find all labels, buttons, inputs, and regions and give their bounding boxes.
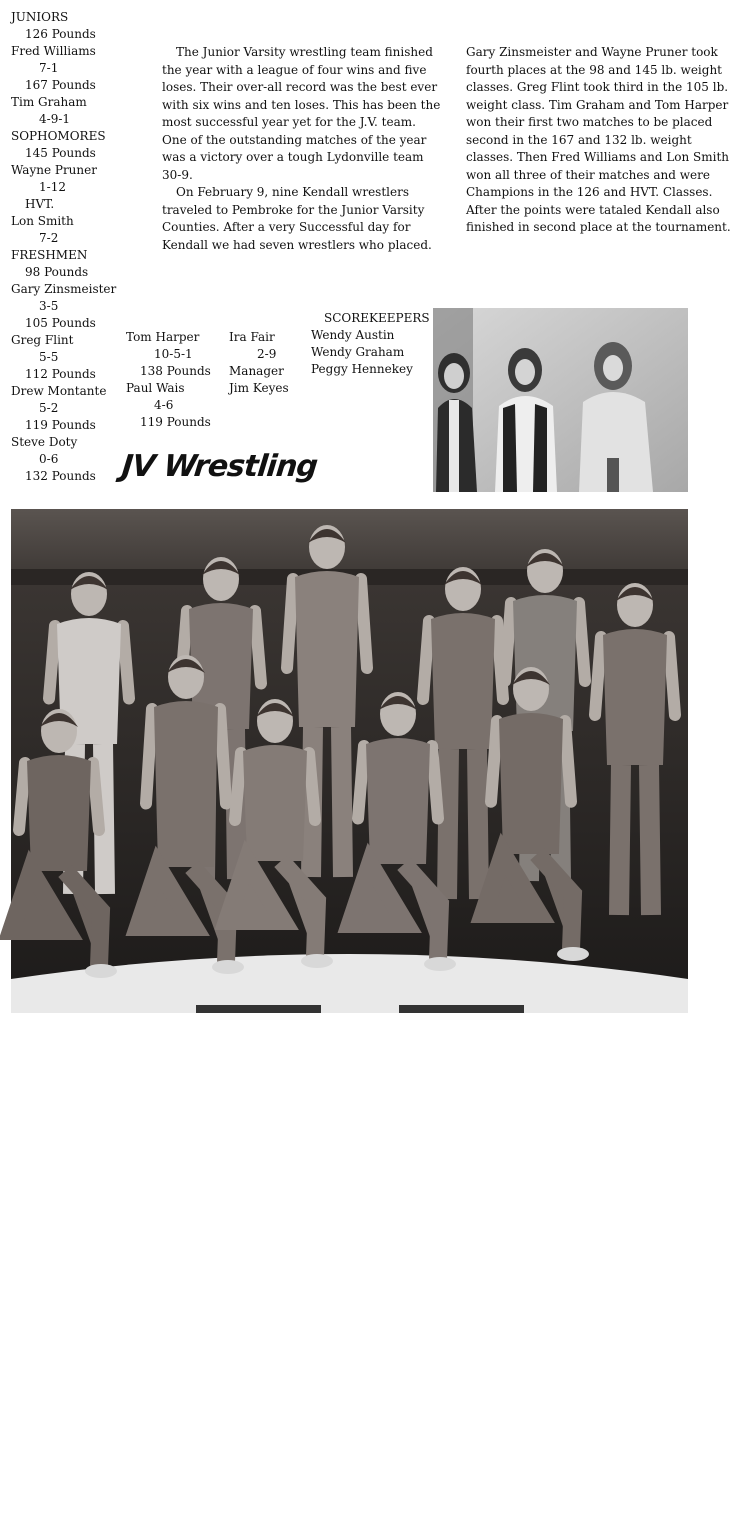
roster-line: JUNIORS — [11, 10, 69, 24]
roster-line: Greg Flint — [11, 333, 74, 347]
scorekeeper-name: Wendy Graham — [311, 345, 405, 359]
roster-line: HVT. — [25, 197, 55, 211]
roster-right — [229, 329, 309, 397]
roster-line: 112 Pounds — [25, 367, 96, 381]
scorekeepers-photo — [433, 308, 688, 492]
roster-line: 126 Pounds — [25, 27, 96, 41]
roster-line: 132 Pounds — [25, 469, 96, 483]
roster-line: Drew Montante — [11, 384, 107, 398]
roster-line: 2-9 — [257, 347, 277, 361]
scorekeepers-block — [311, 310, 431, 378]
roster-line: 5-2 — [39, 401, 59, 415]
scorekeepers-photo-image — [433, 308, 688, 492]
roster-line: Gary Zinsmeister — [11, 282, 117, 296]
roster-line: 1-12 — [39, 180, 66, 194]
scorekeeper-name: Peggy Hennekey — [311, 362, 413, 376]
roster-line: Manager — [229, 364, 284, 378]
roster-line: Wayne Pruner — [11, 163, 97, 177]
team-photo — [11, 509, 688, 1517]
scorekeepers-heading: SCOREKEEPERS — [324, 311, 430, 325]
roster-line: Jim Keyes — [229, 381, 289, 395]
page-title: JV Wrestling — [120, 449, 319, 484]
roster-line: 10-5-1 — [154, 347, 193, 361]
roster-line: 7-1 — [39, 61, 59, 75]
roster-line: 167 Pounds — [25, 78, 96, 92]
article-paragraph: The Junior Varsity wrestling team finished the year with a league of four wins and five loses. Their over-all record was the best ever with six wins and ten loses. This has been the most successful year yet for the J.V. team. One of the outstanding matches of the year was a victory over a tough Lydonville team 30-9. — [162, 45, 441, 182]
article-paragraph: On February 9, nine Kendall wrestlers traveled to Pembroke for the Junior Varsity Counties. After a very Successful day for Kendall we had seven wrestlers who placed. — [162, 185, 432, 252]
scorekeeper-name: Wendy Austin — [311, 328, 395, 342]
roster-line: Tim Graham — [11, 95, 87, 109]
roster-line: Ira Fair — [229, 330, 275, 344]
team-photo-image — [11, 509, 688, 1013]
roster-line: Paul Wais — [126, 381, 185, 395]
roster-line: 145 Pounds — [25, 146, 96, 160]
page-number: 64 — [26, 1506, 39, 1517]
roster-line: SOPHOMORES — [11, 129, 106, 143]
roster-line: Fred Williams — [11, 44, 96, 58]
roster-line: 3-5 — [39, 299, 59, 313]
roster-middle — [126, 329, 236, 431]
roster-line: 138 Pounds — [140, 364, 211, 378]
article-column-1 — [162, 44, 442, 254]
roster-line: Tom Harper — [126, 330, 200, 344]
roster-line: 5-5 — [39, 350, 59, 364]
article-column-2 — [466, 44, 736, 237]
roster-line: 7-2 — [39, 231, 59, 245]
roster-line: 105 Pounds — [25, 316, 96, 330]
roster-line: 4-6 — [154, 398, 174, 412]
roster-line: 119 Pounds — [140, 415, 211, 429]
roster-line: 98 Pounds — [25, 265, 89, 279]
roster-line: FRESHMEN — [11, 248, 88, 262]
roster-line: Steve Doty — [11, 435, 78, 449]
roster-line: 0-6 — [39, 452, 59, 466]
article-paragraph: Gary Zinsmeister and Wayne Pruner took fourth places at the 98 and 145 lb. weight classes. Greg Flint took third in the 105 lb. weight class. Tim Graham and Tom Harper won their first two matches to be placed second in the 167 and 132 lb. weight classes. Then Fred Williams and Lon Smith won all three of their matches and were Champions in the 126 and HVT. Classes. After the points were tataled Kendall also finished in second place at the tournament. — [466, 45, 731, 234]
roster-line: 119 Pounds — [25, 418, 96, 432]
roster-line: Lon Smith — [11, 214, 74, 228]
roster-line: 4-9-1 — [39, 112, 71, 126]
